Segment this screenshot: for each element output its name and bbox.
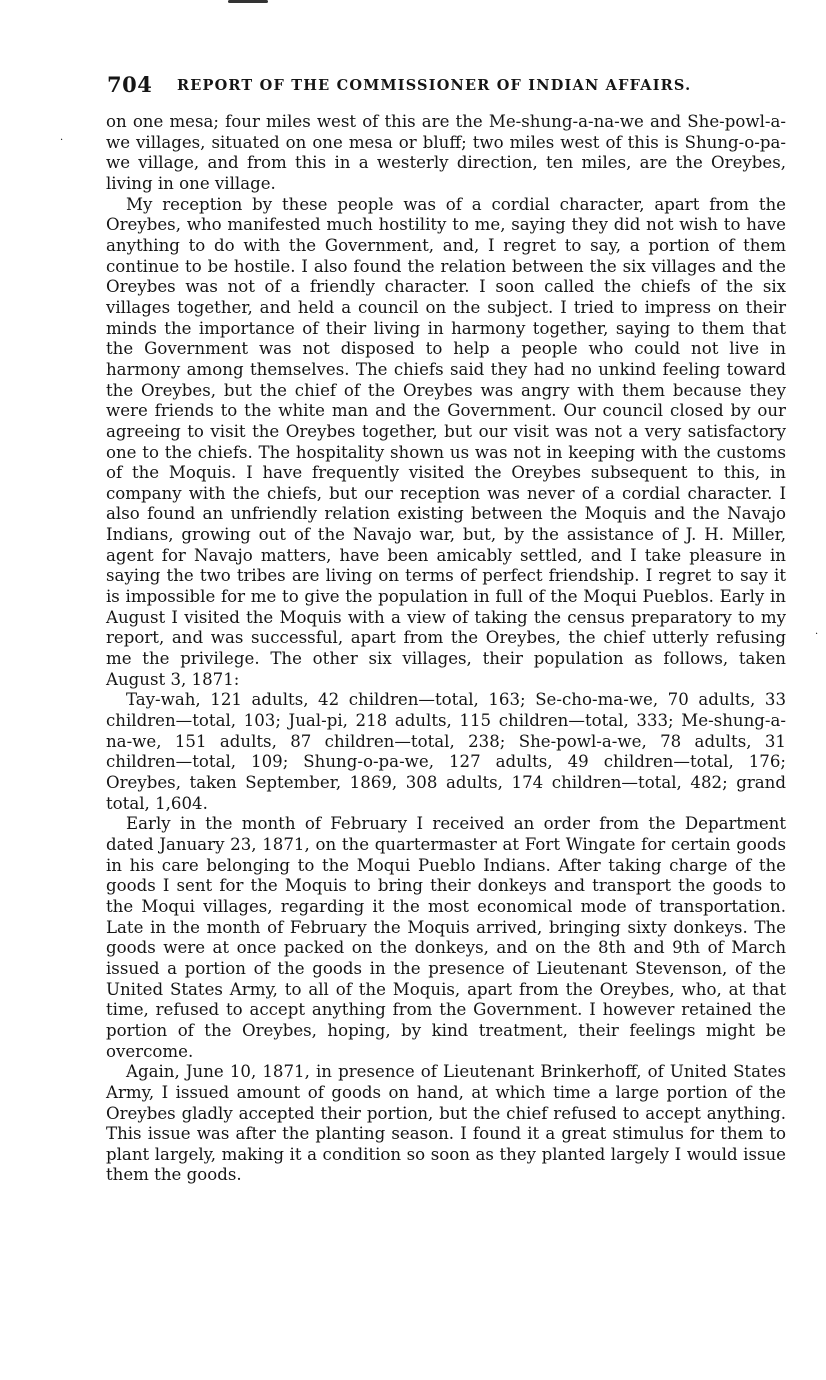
page-header: [107, 72, 787, 102]
scan-speck-top: [228, 0, 268, 3]
running-head: REPORT OF THE COMMISSIONER OF INDIAN AFFAIRS.: [177, 77, 692, 94]
paragraph-goods-order: Early in the month of February I received an order from the Department dated January 23, 1871, on the quartermaster at Fort Wingate for certain goods in his care belonging to the Moqui Pueblo Indians. After taking charge of the goods I sent for the Moquis to bring their donkeys and transport the goods to the Moqui villages, regarding it the most economical mode of transportation. Late in the month of February the Moquis arrived, bringing sixty donkeys. The goods were at once packed on the donkeys, and on the 8th and 9th of March issued a portion of the goods in the presence of Lieutenant Stevenson, of the United States Army, to all of the Moquis, apart from the Oreybes, who, at that time, refused to accept anything from the Government. I however retained the portion of the Oreybes, hoping, by kind treatment, their feelings might be overcome.: [106, 814, 786, 1061]
scan-speck-right: ·: [815, 629, 819, 640]
paragraph-second-issue: Again, June 10, 1871, in presence of Lieutenant Brinkerhoff, of United States Army, I issued amount of goods on hand, at which time a large portion of the Oreybes gladly accepted their portion, but the chief refused to accept anything. This issue was after the planting season. I found it a great stimulus for them to plant largely, making it a condition so soon as they planted largely I would issue them the goods.: [106, 1062, 786, 1185]
paragraph-reception: My reception by these people was of a cordial character, apart from the Oreybes, who manifested much hostility to me, saying they did not wish to have anything to do with the Government, and, I regret to say, a portion of them continue to be hostile. I also found the relation between the six villages and the Oreybes was not of a friendly character. I soon called the chiefs of the six villages together, and held a council on the subject. I tried to impress on their minds the importance of their living in harmony together, saying to them that the Government was not disposed to help a people who could not live in harmony among themselves. The chiefs said they had no unkind feeling toward the Oreybes, but the chief of the Oreybes was angry with them because they were friends to the white man and the Government. Our council closed by our agreeing to visit the Oreybes together, but our visit was not a very satisfactory one to the chiefs. The hospitality shown us was not in keeping with the customs of the Moquis. I have frequently visited the Oreybes subsequent to this, in company with the chiefs, but our reception was never of a cordial character. I also found an unfriendly relation existing between the Moquis and the Navajo Indians, growing out of the Navajo war, but, by the assistance of J. H. Miller, agent for Navajo matters, have been amicably settled, and I take pleasure in saying the two tribes are living on terms of perfect friendship. I regret to say it is impossible for me to give the population in full of the Moqui Pueblos. Early in August I visited the Moquis with a view of taking the census preparatory to my report, and was successful, apart from the Oreybes, the chief utterly refusing me the privilege. The other six villages, their population as follows, taken August 3, 1871:: [106, 194, 786, 689]
paragraph-continuation: on one mesa; four miles west of this are the Me-shung-a-na-we and She-powl-a-we villages, situated on one mesa or bluff; two miles west of this is Shung-o-pa-we village, and from this in a westerly direction, ten miles, are the Oreybes, living in one village.: [106, 112, 786, 193]
body-text: [106, 112, 786, 1186]
page-number: 704: [107, 72, 153, 97]
scan-speck-left: ·: [60, 135, 64, 146]
paragraph-census: Tay-wah, 121 adults, 42 children—total, 163; Se-cho-ma-we, 70 adults, 33 children—total, 103; Jual-pi, 218 adults, 115 children—total, 333; Me-shung-a-na-we, 151 adults, 87 children—total, 238; She-powl-a-we, 78 adults, 31 children—total, 109; Shung-o-pa-we, 127 adults, 49 children—total, 176; Oreybes, taken September, 1869, 308 adults, 174 children—total, 482; grand total, 1,604.: [106, 690, 786, 813]
